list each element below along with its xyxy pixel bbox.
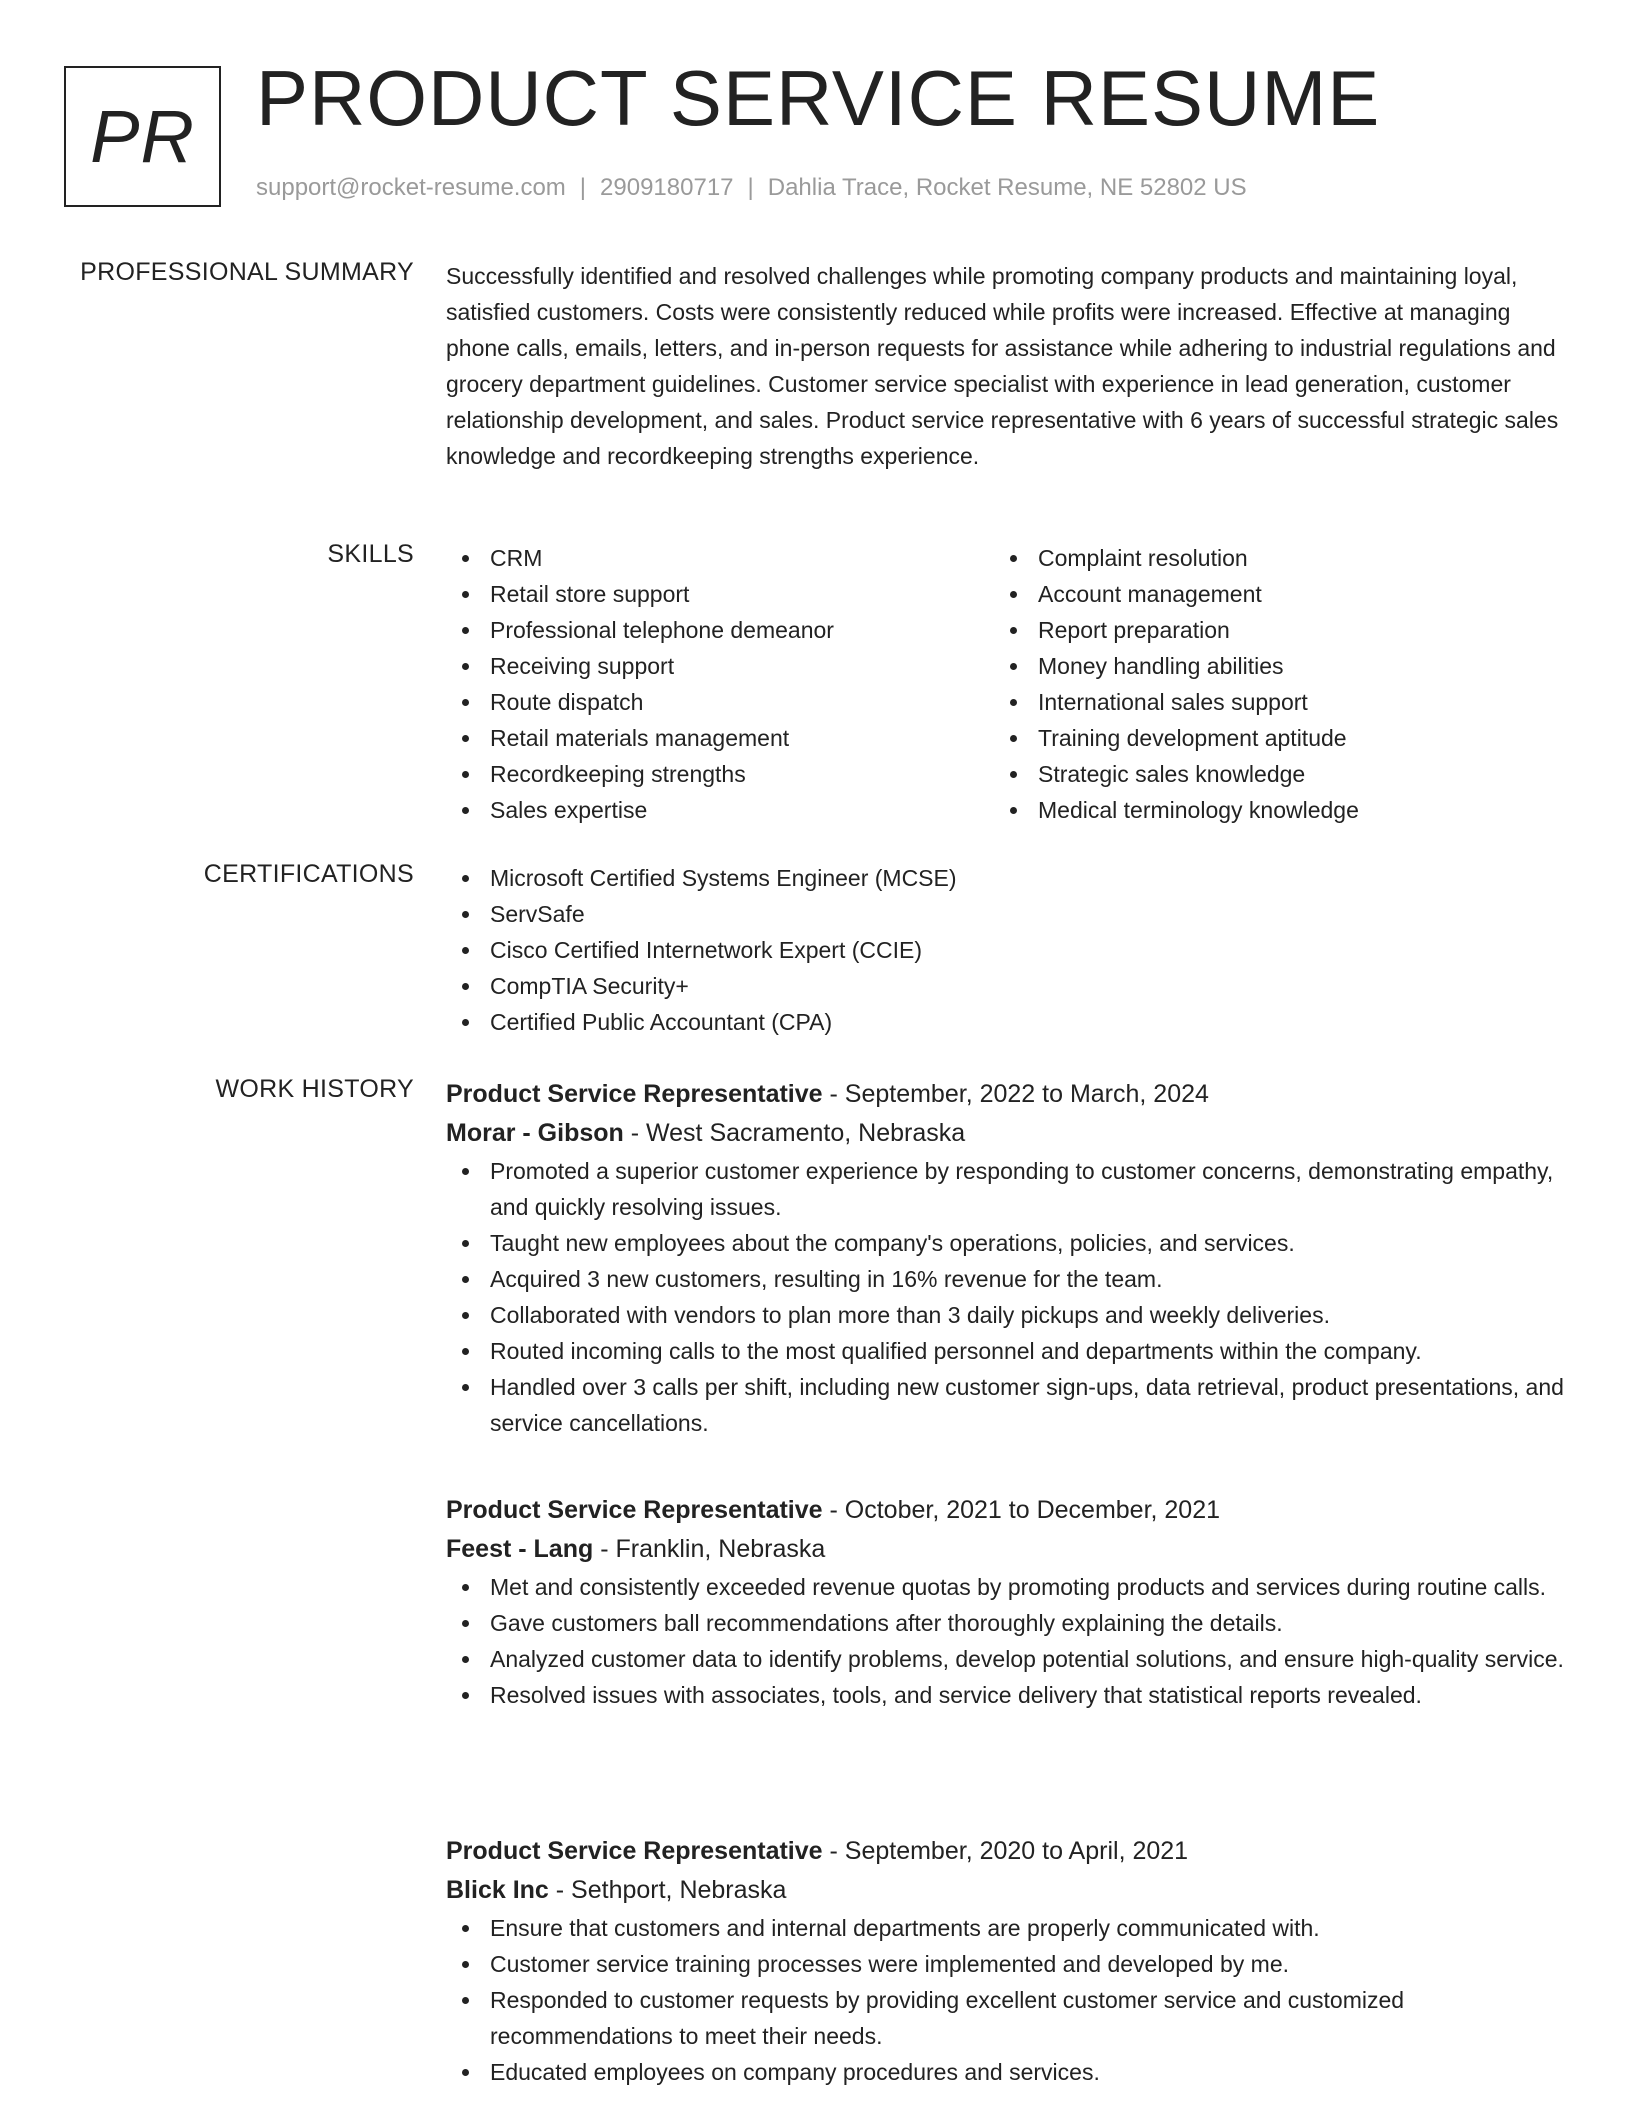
job-duty-item: Resolved issues with associates, tools, and service delivery that statistical reports revealed.	[446, 1677, 1566, 1713]
certification-item: Cisco Certified Internetwork Expert (CCIE)	[446, 932, 1566, 968]
job-duties-list	[446, 1153, 1566, 1441]
section-label-certifications: CERTIFICATIONS	[203, 860, 414, 888]
job-company-line	[446, 1530, 1566, 1569]
skill-item: CRM	[446, 540, 994, 576]
contact-separator: |	[579, 174, 587, 201]
job-dates: - October, 2021 to December, 2021	[822, 1496, 1221, 1524]
monogram-logo: PR	[64, 66, 221, 207]
section-label-work-history: WORK HISTORY	[215, 1075, 414, 1103]
job-title: Product Service Representative	[446, 1080, 823, 1108]
job-dates: - September, 2022 to March, 2024	[822, 1080, 1209, 1108]
job-title-line	[446, 1832, 1566, 1871]
job-entry	[446, 1832, 1566, 2090]
job-duty-item: Promoted a superior customer experience by responding to customer concerns, demonstrating empathy, and quickly resolving issues.	[446, 1153, 1566, 1225]
section-label-skills: SKILLS	[327, 540, 414, 568]
job-duty-item: Analyzed customer data to identify problems, develop potential solutions, and ensure high-quality service.	[446, 1641, 1566, 1677]
job-company: Morar - Gibson	[446, 1119, 624, 1147]
contact-phone: 2909180717	[600, 174, 734, 201]
certification-item: CompTIA Security+	[446, 968, 1566, 1004]
job-duties-list	[446, 1910, 1566, 2090]
skills-list-right	[994, 540, 1542, 828]
job-company: Blick Inc	[446, 1876, 549, 1904]
contact-address: Dahlia Trace, Rocket Resume, NE 52802 US	[767, 174, 1247, 201]
job-duty-item: Educated employees on company procedures and services.	[446, 2054, 1566, 2090]
skills-list-left	[446, 540, 994, 828]
job-duty-item: Taught new employees about the company's operations, policies, and services.	[446, 1225, 1566, 1261]
job-duty-item: Ensure that customers and internal departments are properly communicated with.	[446, 1910, 1566, 1946]
skill-item: Route dispatch	[446, 684, 994, 720]
job-duty-item: Gave customers ball recommendations after thoroughly explaining the details.	[446, 1605, 1566, 1641]
job-duty-item: Routed incoming calls to the most qualified personnel and departments within the company.	[446, 1333, 1566, 1369]
job-duty-item: Collaborated with vendors to plan more than 3 daily pickups and weekly deliveries.	[446, 1297, 1566, 1333]
job-duty-item: Met and consistently exceeded revenue quotas by promoting products and services during routine calls.	[446, 1569, 1566, 1605]
summary-section	[446, 258, 1566, 474]
skill-item: Money handling abilities	[994, 648, 1542, 684]
job-duties-list	[446, 1569, 1566, 1713]
job-duty-item: Responded to customer requests by providing excellent customer service and customized recommendations to meet their needs.	[446, 1982, 1566, 2054]
certifications-section	[446, 860, 1566, 1040]
contact-line	[256, 174, 1247, 202]
certification-item: Microsoft Certified Systems Engineer (MCSE)	[446, 860, 1566, 896]
job-entry	[446, 1491, 1566, 1713]
skill-item: Retail store support	[446, 576, 994, 612]
job-entry	[446, 1075, 1566, 1441]
job-location: - Sethport, Nebraska	[548, 1876, 787, 1904]
resume-title: PRODUCT SERVICE RESUME	[256, 54, 1381, 142]
certification-item: ServSafe	[446, 896, 1566, 932]
skills-section	[446, 540, 1566, 828]
contact-separator: |	[747, 174, 754, 201]
job-location: - West Sacramento, Nebraska	[623, 1119, 966, 1147]
skill-item: International sales support	[994, 684, 1542, 720]
summary-text: Successfully identified and resolved challenges while promoting company products and maintaining loyal, satisfied customers. Costs were consistently reduced while profits were increased. Effective at managing phone calls, emails, letters, and in-person requests for assistance while adhering to industrial regulations and grocery department guidelines. Customer service specialist with experience in lead generation, customer relationship development, and sales. Product service representative with 6 years of successful strategic sales knowledge and recordkeeping strengths experience.	[446, 263, 1559, 469]
skill-item: Receiving support	[446, 648, 994, 684]
skill-item: Retail materials management	[446, 720, 994, 756]
skill-item: Strategic sales knowledge	[994, 756, 1542, 792]
job-dates: - September, 2020 to April, 2021	[822, 1837, 1189, 1865]
skill-item: Sales expertise	[446, 792, 994, 828]
skill-item: Professional telephone demeanor	[446, 612, 994, 648]
job-title: Product Service Representative	[446, 1837, 823, 1865]
section-label-summary: PROFESSIONAL SUMMARY	[80, 258, 414, 286]
certification-item: Certified Public Accountant (CPA)	[446, 1004, 1566, 1040]
job-location: - Franklin, Nebraska	[593, 1535, 826, 1563]
skill-item: Training development aptitude	[994, 720, 1542, 756]
job-title: Product Service Representative	[446, 1496, 823, 1524]
skill-item: Medical terminology knowledge	[994, 792, 1542, 828]
job-duty-item: Acquired 3 new customers, resulting in 16% revenue for the team.	[446, 1261, 1566, 1297]
job-title-line	[446, 1075, 1566, 1114]
job-duty-item: Handled over 3 calls per shift, including new customer sign-ups, data retrieval, product presentations, and service cancellations.	[446, 1369, 1566, 1441]
job-duty-item: Customer service training processes were implemented and developed by me.	[446, 1946, 1566, 1982]
job-company-line	[446, 1871, 1566, 1910]
certifications-list	[446, 860, 1566, 1040]
job-company: Feest - Lang	[446, 1535, 594, 1563]
job-company-line	[446, 1114, 1566, 1153]
skill-item: Account management	[994, 576, 1542, 612]
skill-item: Complaint resolution	[994, 540, 1542, 576]
job-title-line	[446, 1491, 1566, 1530]
skill-item: Report preparation	[994, 612, 1542, 648]
skill-item: Recordkeeping strengths	[446, 756, 994, 792]
contact-email: support@rocket-resume.com	[256, 174, 566, 201]
